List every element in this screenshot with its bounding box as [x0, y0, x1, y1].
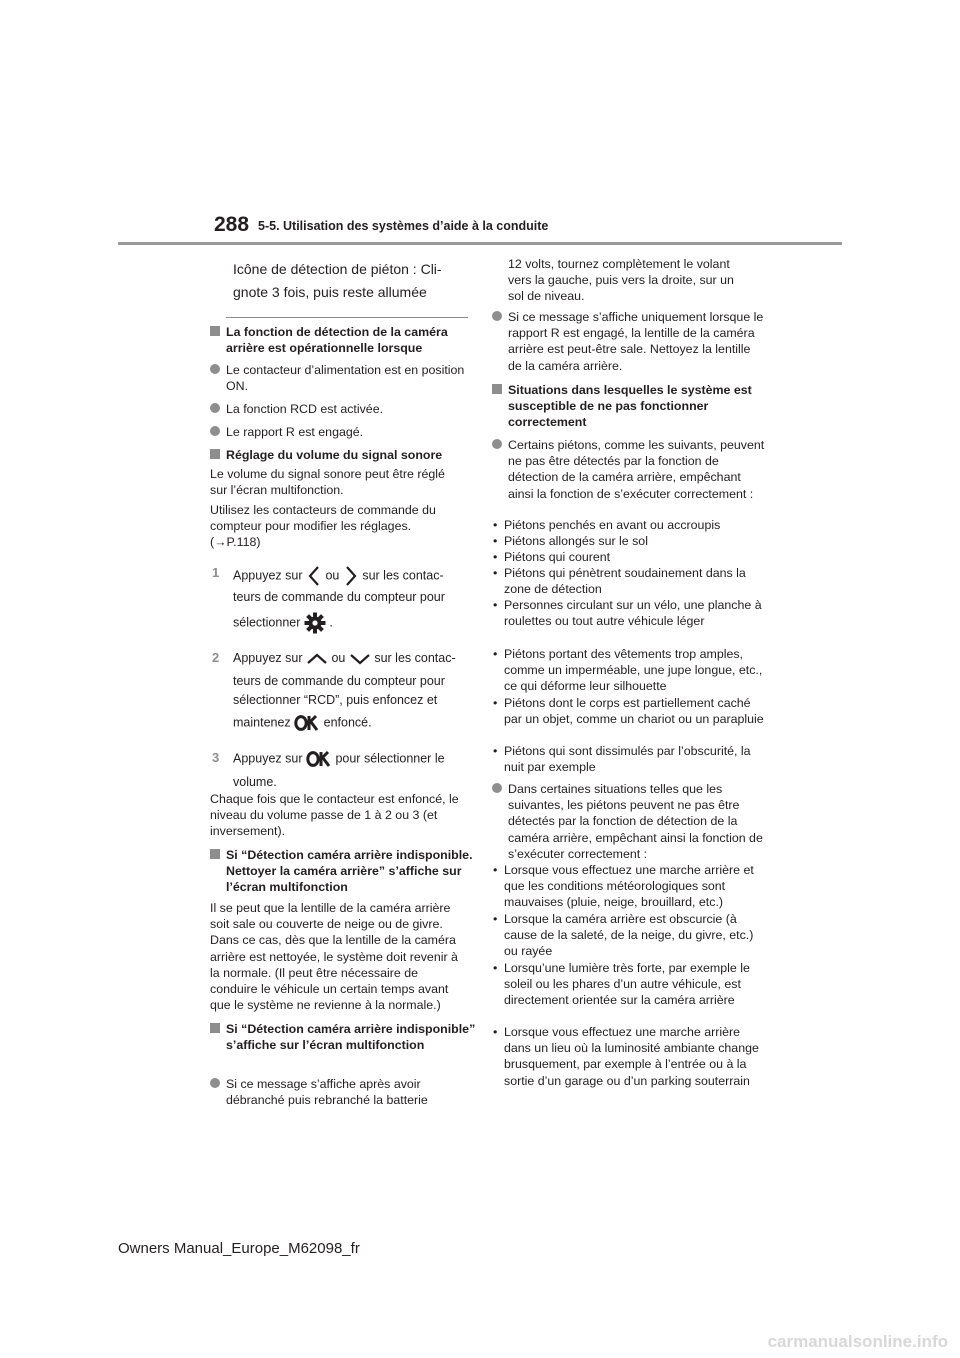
list-item: • Piétons qui pénètrent soudainement dans la zone de détection — [493, 566, 746, 597]
bullet-pedestrians: Certains piétons, comme les suivants, peuvent ne pas être détectés par la fonction de détection de la caméra arrière, empêchant ainsi la fonction de s’exécuter correctement : — [492, 437, 766, 502]
step-number: 3 — [212, 750, 220, 765]
section-title: 5-5. Utilisation des systèmes d’aide à la conduite — [258, 219, 549, 233]
list-item: • Piétons qui sont dissimulés par l’obscurité, la nuit par exemple — [493, 744, 751, 775]
paragraph-volume-levels: Chaque fois que le contacteur est enfoncé, le niveau du volume passe de 1 à 2 ou 3 (et inversement). — [210, 792, 459, 839]
round-bullet-icon — [210, 426, 220, 436]
bullet-lens-dirty: Si ce message s’affiche uniquement lorsque le rapport R est engagé, la lentille de la caméra arrière est peut-être sale. Nettoyez la lentille de la caméra arrière. — [492, 309, 766, 374]
ok-button-icon — [306, 750, 332, 768]
header-rule — [118, 242, 842, 245]
bullet-battery: Si ce message s’affiche après avoir débranché puis rebranché la batterie — [210, 1076, 476, 1108]
square-bullet-icon — [492, 384, 502, 394]
bullet-power-on: Le contacteur d’alimentation est en position ON. — [210, 362, 476, 394]
square-bullet-icon — [210, 326, 220, 336]
heading-function-active: La fonction de détection de la caméra arrière est opérationnelle lorsque — [210, 324, 476, 356]
round-bullet-icon — [492, 311, 502, 321]
list-item: • Piétons allongés sur le sol — [493, 534, 648, 548]
square-bullet-icon — [210, 449, 220, 459]
paragraph-camera-dirty: Il se peut que la lentille de la caméra arrière soit sale ou couverte de neige ou de givre. Dans ce cas, dès que la lentille de la caméra arrière est nettoyée, le système doit revenir à la normale. (Il peut être nécessaire de conduire le véhicule un certain temps avant que le système ne revienne à la normale.) — [210, 901, 458, 1013]
list-item: • Personnes circulant sur un vélo, une planche à roulettes ou tout autre véhicule léger — [493, 598, 762, 629]
bullet-reverse-gear: Le rapport R est engagé. — [210, 424, 476, 440]
gear-icon — [304, 612, 326, 634]
list-item: • Lorsque vous effectuez une marche arrière et que les conditions météorologiques sont mauvaises (pluie, neige, brouillard, etc.) — [493, 863, 754, 910]
page-number: 288 — [214, 213, 250, 236]
watermark: carmanualsonline.info — [767, 1332, 948, 1351]
figure-caption — [233, 258, 468, 304]
square-bullet-icon — [210, 849, 220, 859]
round-bullet-icon — [210, 1078, 220, 1088]
chevron-left-icon — [306, 565, 322, 587]
heading-limitations: Situations dans lesquelles le système est susceptible de ne pas fonctionner correctement — [492, 382, 758, 431]
list-item: • Piétons qui courent — [493, 550, 611, 564]
round-bullet-icon — [210, 364, 220, 374]
list-item: • Piétons penchés en avant ou accroupis — [493, 518, 721, 532]
paragraph-switches: Utilisez les contacteurs de commande du compteur pour modifier les réglages. — [210, 503, 436, 534]
list-item: • Lorsque la caméra arrière est obscurcie (à cause de la saleté, de la neige, du givre, etc.) ou rayée — [493, 912, 754, 959]
divider — [226, 317, 468, 318]
paragraph-continued: 12 volts, tournez complètement le volant vers la gauche, puis vers la droite, sur un sol de niveau. — [508, 257, 734, 304]
page-reference: (→P.118) — [210, 535, 261, 549]
square-bullet-icon — [210, 1023, 220, 1033]
chevron-up-icon — [306, 651, 328, 667]
round-bullet-icon — [492, 439, 502, 449]
footer-text: Owners Manual_Europe_M62098_fr — [118, 1240, 360, 1257]
caption-line-1: Icône de détection de piéton : Cli- — [233, 261, 442, 277]
round-bullet-icon — [492, 783, 502, 793]
chevron-right-icon — [343, 565, 359, 587]
step-number: 2 — [212, 650, 220, 665]
step-number: 1 — [212, 565, 220, 580]
bullet-situations: Dans certaines situations telles que les suivantes, les piétons peuvent ne pas être détectés par la fonction de détection de la caméra arrière, empêchant ainsi la fonction de s’exécuter correctement : — [492, 781, 766, 862]
list-item: • Lorsque vous effectuez une marche arrière dans un lieu où la luminosité ambiante change brusquement, par exemple à l’entrée ou à la sortie d’un garage ou d’un parking souterrain — [493, 1025, 759, 1088]
list-item: • Piétons portant des vêtements trop amples, comme un imperméable, une jupe longue, etc., ce qui déforme leur silhouette — [493, 647, 763, 694]
ok-button-icon — [294, 714, 320, 732]
round-bullet-icon — [210, 403, 220, 413]
heading-camera-dirty: Si “Détection caméra arrière indisponible. Nettoyer la caméra arrière” s’affiche sur l’écran multifonction — [210, 847, 476, 896]
heading-volume: Réglage du volume du signal sonore — [210, 447, 486, 463]
caption-line-2: gnote 3 fois, puis reste allumée — [233, 284, 427, 300]
heading-camera-unavailable: Si “Détection caméra arrière indisponible” s’affiche sur l’écran multifonction — [210, 1021, 476, 1053]
list-item: • Piétons dont le corps est partiellement caché par un objet, comme un chariot ou un parapluie — [493, 696, 764, 727]
bullet-rcd-on: La fonction RCD est activée. — [210, 401, 476, 417]
paragraph-volume: Le volume du signal sonore peut être réglé sur l’écran multifonction. — [210, 467, 445, 498]
chevron-down-icon — [349, 651, 371, 667]
list-item: • Lorsqu’une lumière très forte, par exemple le soleil ou les phares d’un autre véhicule, est directement orientée sur la caméra arrière — [493, 961, 750, 1008]
